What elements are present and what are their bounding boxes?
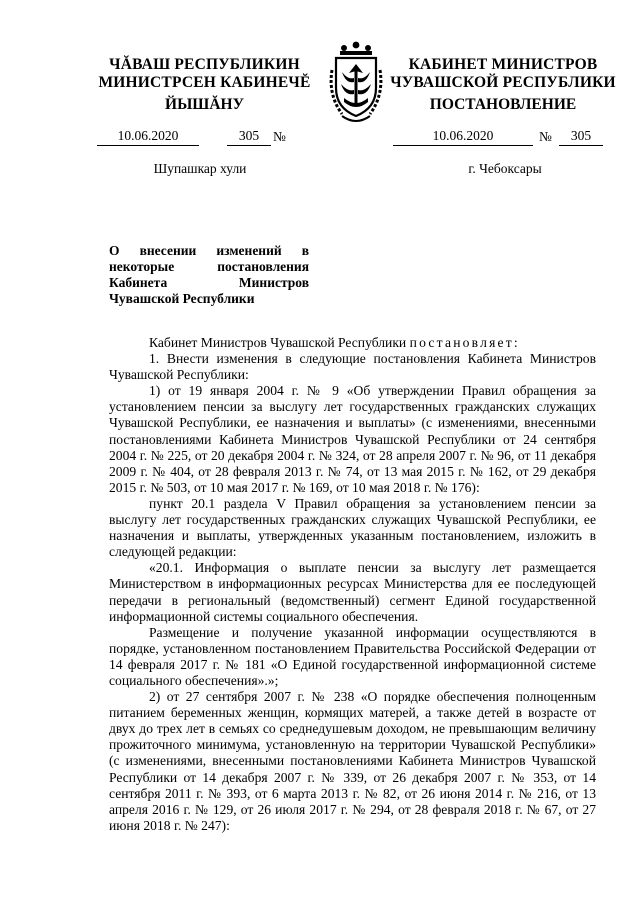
- header-right-line2: ЧУВАШСКОЙ РЕСПУБЛИКИ: [390, 74, 616, 91]
- paragraph-3: пункт 20.1 раздела V Правил обращения за установлением пенсии за выслугу лет государственных гражданских служащих Чувашской Республики, ее назначения и выплаты, утвержденных указанным постановлением, изложить в следующей редакции:: [109, 495, 596, 560]
- paragraph-5: Размещение и получение указанной информации осуществляются в порядке, установленном постановлением Правительства Российской Федерации от 14 февраля 2017 г. № 181 «О Единой государственной информационной системе социального обеспечения».»;: [109, 624, 596, 688]
- place-left: Шупашкар хули: [153, 161, 247, 176]
- number-sign-right: №: [539, 129, 552, 144]
- paragraph-4: «20.1. Информация о выплате пенсии за выслугу лет размещается Министерством в информационных ресурсах Министерства для ее последующей передачи в региональный (ведомственный) сегмент Единой государственной информационной системы социального обеспечения.: [109, 560, 596, 624]
- paragraph-1: 1. Внести изменения в следующие постановления Кабинета Министров Чувашской Республики:: [109, 351, 596, 383]
- header-left-line1: ЧĂВАШ РЕСПУБЛИКИН: [109, 56, 300, 73]
- header-left: [97, 56, 312, 92]
- number-left: 305: [227, 128, 271, 146]
- paragraph-6: 2) от 27 сентября 2007 г. № 238 «О порядке обеспечения полноценным питанием беременных женщин, кормящих матерей, а также детей в возрасте от двух до трех лет в семьях со среднедушевым доходом, не превышающим величину прожиточного минимума, установленную на территории Чувашской Республики» (с изменениями, внесенными постановлениями Кабинета Министров Чувашской Республики от 14 декабря 2007 г. № 339, от 26 декабря 2007 г. № 353, от 14 сентября 2011 г. № 393, от 6 марта 2013 г. № 82, от 26 июня 2014 г. № 216, от 13 апреля 2016 г. № 129, от 26 июля 2017 г. № 294, от 28 февраля 2018 г. № 67, от 27 июня 2018 г. № 247):: [109, 689, 596, 833]
- date-right: 10.06.2020: [393, 128, 533, 146]
- doctype-left: ЙЫШĂНУ: [165, 96, 244, 113]
- number-right: 305: [559, 128, 603, 146]
- date-left: 10.06.2020: [97, 128, 199, 146]
- intro-decree-word: постановляет:: [409, 335, 520, 350]
- doctype-right: ПОСТАНОВЛЕНИЕ: [429, 96, 577, 113]
- paragraph-2: 1) от 19 января 2004 г. № 9 «Об утверждении Правил обращения за установлением пенсии за выслугу лет государственных гражданских служащих Чувашской Республики, ее назначения и выплаты» (с изменениями, внесенными постановлениями Кабинета Министров Чувашской Республики от 24 сентября 2004 г. № 225, от 20 декабря 2004 г. № 324, от 28 апреля 2007 г. № 96, от 11 декабря 2009 г. № 404, от 28 февраля 2013 г. № 74, от 13 мая 2015 г. № 162, от 29 декабря 2015 г. № 503, от 10 мая 2017 г. № 169, от 10 мая 2018 г. № 176):: [109, 383, 596, 495]
- document-subject: О внесении изменений в некоторые постановления Кабинета Министров Чувашской Республики: [109, 243, 309, 306]
- date-line-right: [393, 128, 621, 146]
- intro-paragraph: [109, 335, 596, 351]
- place-right: г. Чебоксары: [468, 161, 542, 176]
- header-right-line1: КАБИНЕТ МИНИСТРОВ: [408, 56, 598, 73]
- date-line-left: [97, 128, 312, 146]
- coat-of-arms-icon: [328, 40, 384, 132]
- header-right: [384, 56, 622, 92]
- document-body: [109, 335, 596, 834]
- number-sign-left: №: [273, 129, 286, 144]
- intro-text: Кабинет Министров Чувашской Республики: [149, 335, 410, 350]
- header-left-line2: МИНИСТРСЕН КАБИНЕЧĔ: [98, 74, 311, 91]
